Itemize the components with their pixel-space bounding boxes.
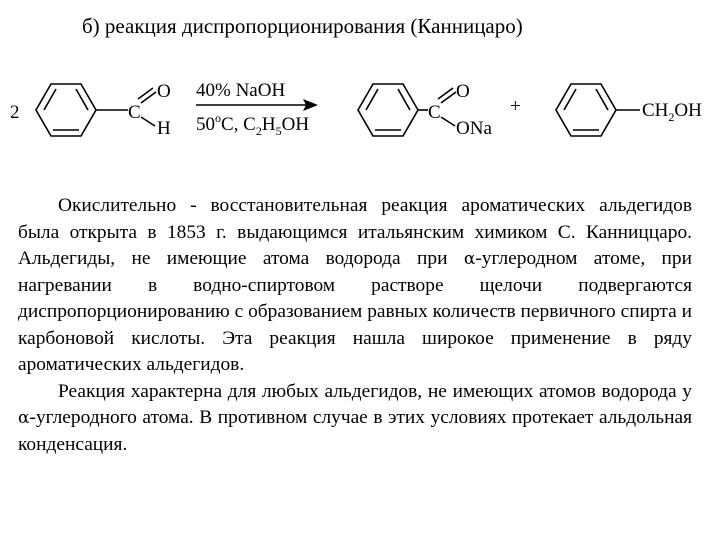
- double-bond-carboxylate: [441, 92, 456, 103]
- double-bond-carbonyl-2: [138, 88, 153, 99]
- ch2oh-label: $CH_2OH$: [642, 100, 702, 124]
- coefficient: 2: [10, 102, 20, 123]
- paragraph-2-text-a: Реакция характерна для любых альдегидов, не имеющих атомов водорода у: [58, 380, 692, 402]
- benzene-ring-reactant: [36, 84, 96, 136]
- heading: б) реакция диспропорционирования (Канницаро): [82, 14, 523, 38]
- double-bond-carbonyl: [141, 92, 156, 103]
- paragraph-2-text-b: -углеродного атома. В противном случае в этих условиях протекает альдольная конденсация.: [18, 407, 692, 455]
- paragraph-1: [18, 193, 692, 379]
- carbon-label: C: [128, 102, 141, 123]
- reaction-scheme: [0, 64, 720, 164]
- oxygen-label-product1: O: [456, 81, 470, 102]
- alpha-symbol: α: [463, 249, 476, 269]
- paragraph-1-text-b: -углеродном атоме, при нагревании в водно-спиртовом растворе щелочи подвергаются диспропорционированию с образованием равных количеств первичного спирта и карбоновой кислоты. Эта реакция нашла широкое применение в ряду ароматических альдегидов.: [18, 248, 692, 375]
- oxygen-label: O: [157, 81, 171, 102]
- alpha-symbol: α: [18, 408, 30, 428]
- paragraph-2: [18, 379, 692, 459]
- hydrogen-label: H: [157, 118, 171, 139]
- bond-carbon-ona: [441, 117, 455, 126]
- benzene-ring-product2: [556, 84, 616, 136]
- benzene-ring-product1: [358, 84, 418, 136]
- reaction-conditions: 50$^o$C, $C_2H_5OH$: [196, 111, 310, 138]
- ona-label: ONa: [456, 118, 492, 139]
- body-text: [18, 193, 692, 458]
- bond-carbon-hydrogen: [141, 117, 155, 126]
- reagent-top: 40% NaOH: [196, 80, 286, 101]
- carbon-label-product1: C: [428, 102, 441, 123]
- paragraph-1-text-a: Окислительно - восстановительная реакция ароматических альдегидов была открыта в 1853 г. выдающимся итальянским химиком С. Канниццаро. Альдегиды, не имеющие атома водорода при: [18, 195, 692, 269]
- double-bond-carboxylate-2: [438, 88, 453, 99]
- plus-sign: +: [510, 96, 521, 117]
